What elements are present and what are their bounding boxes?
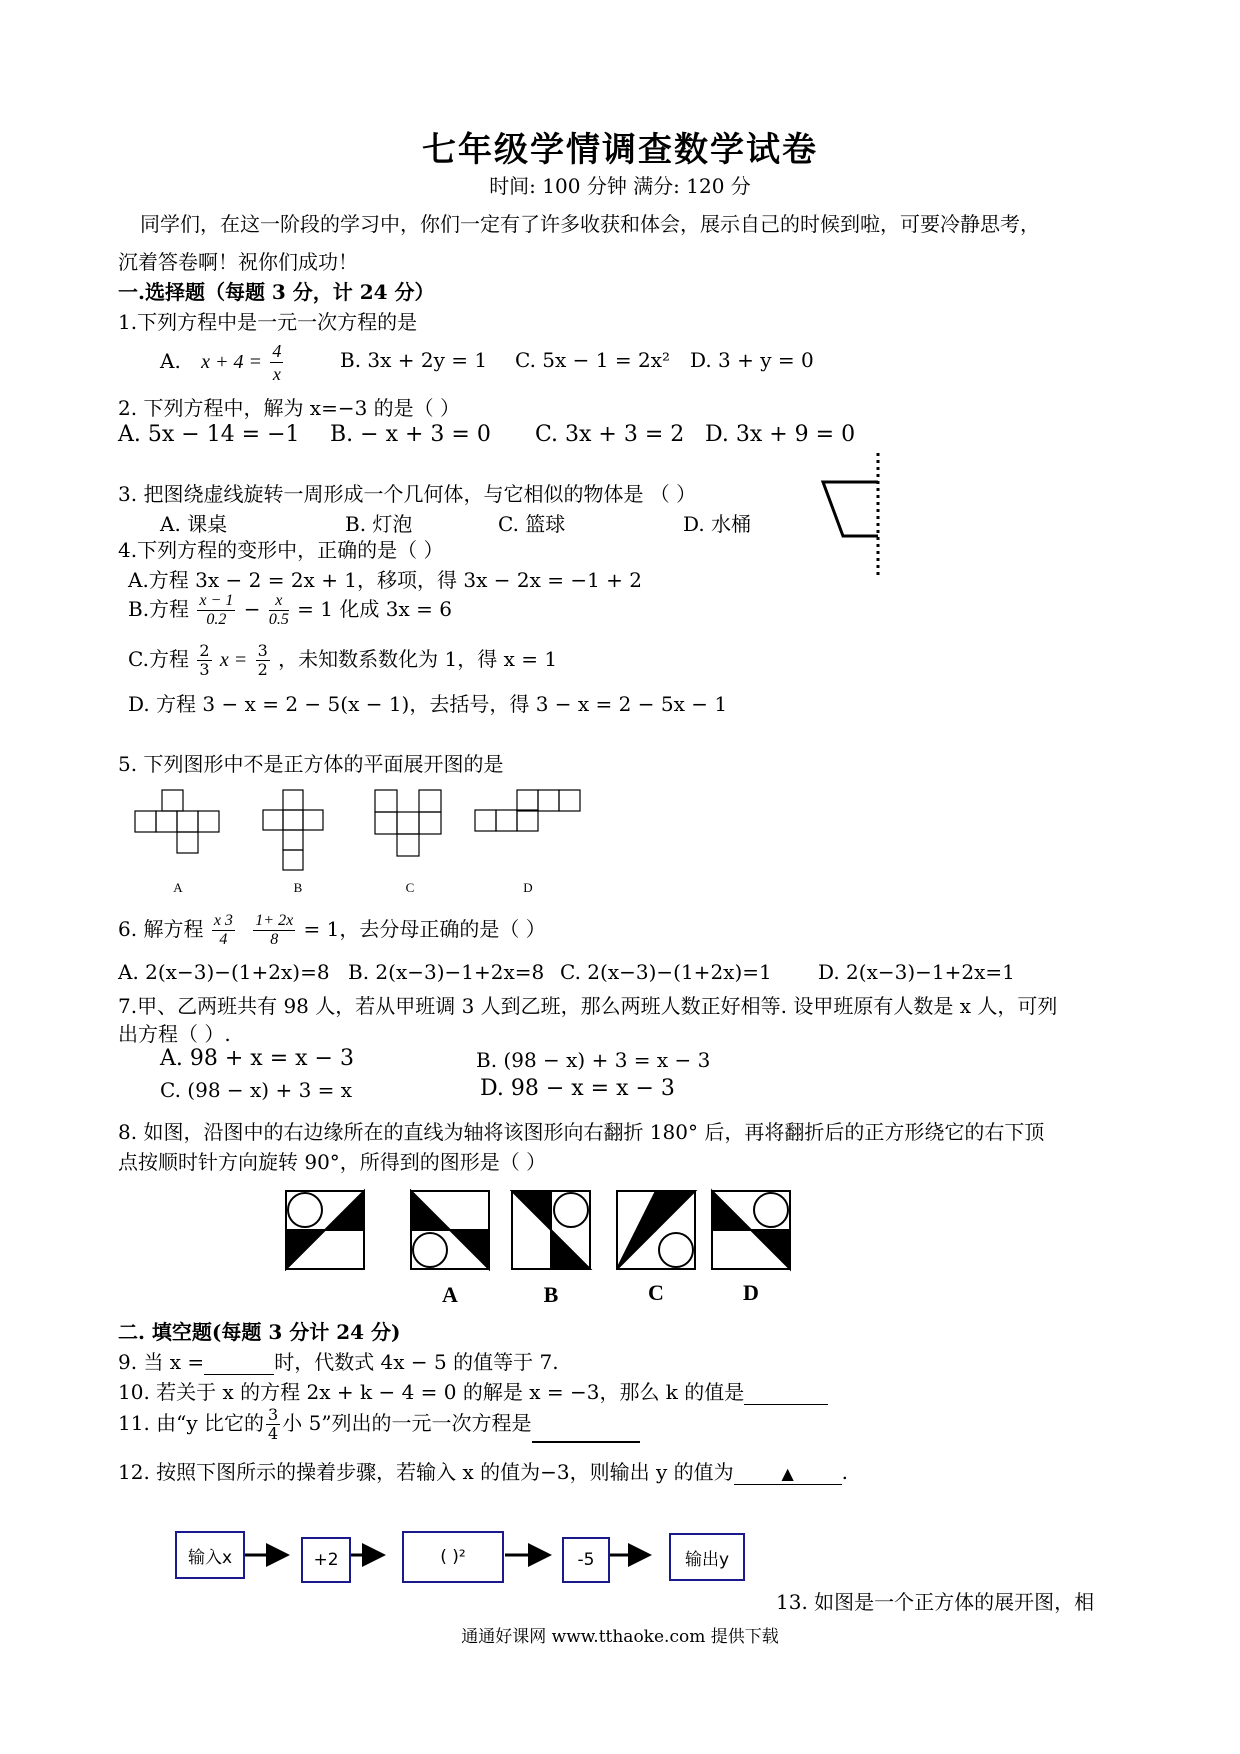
q5-label-c: C [405,880,415,895]
q2-option-a: A. 5x − 14 = −1 [118,422,300,447]
q1-option-c: C. 5x − 1 = 2x² [515,348,670,372]
q3-rotation-figure [815,450,895,580]
q5-cube-nets [135,790,695,900]
q3-stem: 3. 把图绕虚线旋转一周形成一个几何体，与它相似的物体是 （ ） [118,482,697,506]
q4-option-d: D. 方程 3 − x = 2 − 5(x − 1)，去括号，得 3 − x = 2 − 5x − 1 [128,692,728,716]
q4-option-a: A.方程 3x − 2 = 2x + 1，移项，得 3x − 2x = −1 + 2 [128,568,643,592]
q7-stem-line2: 出方程（ ）. [118,1022,231,1046]
q4-stem: 4.下列方程的变形中，正确的是（ ） [118,538,444,562]
q6-option-c: C. 2(x−3)−(1+2x)=1 [560,960,772,984]
q1-option-d: D. 3 + y = 0 [690,348,814,372]
q1-a-den: x [272,364,281,384]
q4-b-pre: B.方程 [128,597,190,621]
q12-triangle-icon: ▲ [781,1464,794,1483]
q7-option-b: B. (98 − x) + 3 = x − 3 [476,1048,711,1072]
q2-option-d: D. 3x + 9 = 0 [705,422,856,447]
q6-option-b: B. 2(x−3)−1+2x=8 [348,960,545,984]
q2-option-c: C. 3x + 3 = 2 [535,422,685,447]
q1-option-a [160,340,285,385]
q11-answer-blank[interactable] [532,1423,640,1443]
q4-option-c [128,642,557,679]
q8-label-a: A [442,1282,458,1307]
flow-square-box: ( )² [402,1531,504,1583]
q4-c-mid: x = [219,649,248,671]
q4-c-f1-den: 3 [199,660,210,679]
q8-stem-line2: 点按顺时针方向旋转 90°，所得到的图形是（ ） [118,1150,547,1174]
q3-option-a: A. 课桌 [160,512,228,536]
q4-c-f1-num: 2 [199,641,210,660]
intro-line-1: 同学们，在这一阶段的学习中，你们一定有了许多收获和体会，展示自己的时候到啦，可要冷静思考， [140,212,1040,236]
q12-post: . [841,1460,849,1484]
q4-c-pre: C.方程 [128,647,189,671]
q12-answer-blank[interactable] [734,1464,842,1485]
q8-figures [285,1190,815,1310]
page-title: 七年级学情调查数学试卷 [422,130,818,170]
q8-label-c: C [648,1280,664,1305]
q4-b-post: = 1 化成 3x = 6 [297,597,452,621]
q11-num: 3 [268,1405,279,1424]
q6-f2-num: 1+ 2x [255,912,294,929]
q7-option-d: D. 98 − x = x − 3 [480,1076,675,1101]
exam-meta: 时间: 100 分钟 满分: 120 分 [489,174,751,198]
q11-den: 4 [268,1424,279,1443]
q8-stem-line1: 8. 如图，沿图中的右边缘所在的直线为轴将该图形向右翻折 180° 后，再将翻折后的正方形绕它的右下顶 [118,1120,1045,1144]
q3-option-b: B. 灯泡 [345,512,413,536]
q3-option-c: C. 篮球 [498,512,566,536]
footer-source: 通通好课网 www.tthaoke.com 提供下载 [461,1627,779,1647]
q5-label-a: A [173,880,183,895]
q11-pre: 11. 由“y 比它的 [118,1411,265,1435]
q12 [118,1456,848,1485]
q6-stem [118,912,546,949]
q4-b-f2-den: 0.5 [268,611,289,628]
q11-post: 小 5”列出的一元一次方程是 [282,1411,532,1435]
q4-c-f2-den: 2 [257,660,268,679]
q2-stem: 2. 下列方程中，解为 x=−3 的是（ ） [118,396,461,420]
q1-option-b: B. 3x + 2y = 1 [340,348,488,372]
q9 [118,1346,559,1375]
q12-text: 12. 按照下图所示的操着步骤，若输入 x 的值为−3，则输出 y 的值为 [118,1460,734,1484]
q5-label-d: D [523,880,533,895]
q9-pre: 9. 当 x = [118,1350,205,1374]
q6-f2-den: 8 [270,931,279,948]
q13: 13. 如图是一个正方体的展开图，相 [776,1590,1095,1614]
q1-a-num: 4 [272,341,282,361]
flow-input-box: 输入x [175,1531,245,1579]
q7-option-a: A. 98 + x = x − 3 [160,1046,354,1071]
q7-option-c: C. (98 − x) + 3 = x [160,1078,353,1102]
q10 [118,1376,828,1405]
q10-answer-blank[interactable] [744,1386,828,1405]
q2-option-b: B. − x + 3 = 0 [330,422,491,447]
q5-label-b: B [293,880,303,895]
intro-line-2: 沉着答卷啊！祝你们成功！ [118,250,358,274]
flow-minus5-box: -5 [562,1537,610,1583]
q5-stem: 5. 下列图形中不是正方体的平面展开图的是 [118,752,504,776]
q6-option-d: D. 2(x−3)−1+2x=1 [818,960,1015,984]
section2-heading: 二. 填空题(每题 3 分计 24 分) [118,1320,401,1344]
q1-a-label: A. [160,349,181,373]
q6-f1-num: x 3 [213,912,233,929]
q3-option-d: D. 水桶 [683,512,752,536]
q6-option-a: A. 2(x−3)−(1+2x)=8 [118,960,330,984]
section1-heading: 一.选择题（每题 3 分，计 24 分） [118,280,435,304]
flow-output-box: 输出y [669,1533,745,1581]
q1-a-lhs: x + 4 = [201,351,263,373]
q8-label-d: D [743,1280,759,1305]
q7-stem-line1: 7.甲、乙两班共有 98 人，若从甲班调 3 人到乙班，那么两班人数正好相等. 设甲班原有人数是 x 人，可列 [118,994,1058,1018]
q8-label-b: B [543,1282,559,1307]
q4-b-f1-num: x − 1 [199,592,234,609]
q6-stem-pre: 6. 解方程 [118,917,204,941]
q4-option-b [128,592,452,629]
q6-stem-post: = 1，去分母正确的是（ ） [303,917,546,941]
q6-f1-den: 4 [219,931,228,948]
q9-answer-blank[interactable] [204,1356,274,1375]
q4-b-mid: − [243,597,261,621]
q11 [118,1406,640,1443]
q4-b-f1-den: 0.2 [206,611,227,628]
q9-post: 时，代数式 4x − 5 的值等于 7. [274,1350,559,1374]
q4-c-post: ，未知数系数化为 1，得 x = 1 [278,647,558,671]
q4-c-f2-num: 3 [257,641,268,660]
q4-b-f2-num: x [269,592,289,611]
q1-stem: 1.下列方程中是一元一次方程的是 [118,310,418,334]
q10-text: 10. 若关于 x 的方程 2x + k − 4 = 0 的解是 x = −3，那么 k 的值是 [118,1380,745,1404]
flow-plus2-box: +2 [301,1537,351,1583]
